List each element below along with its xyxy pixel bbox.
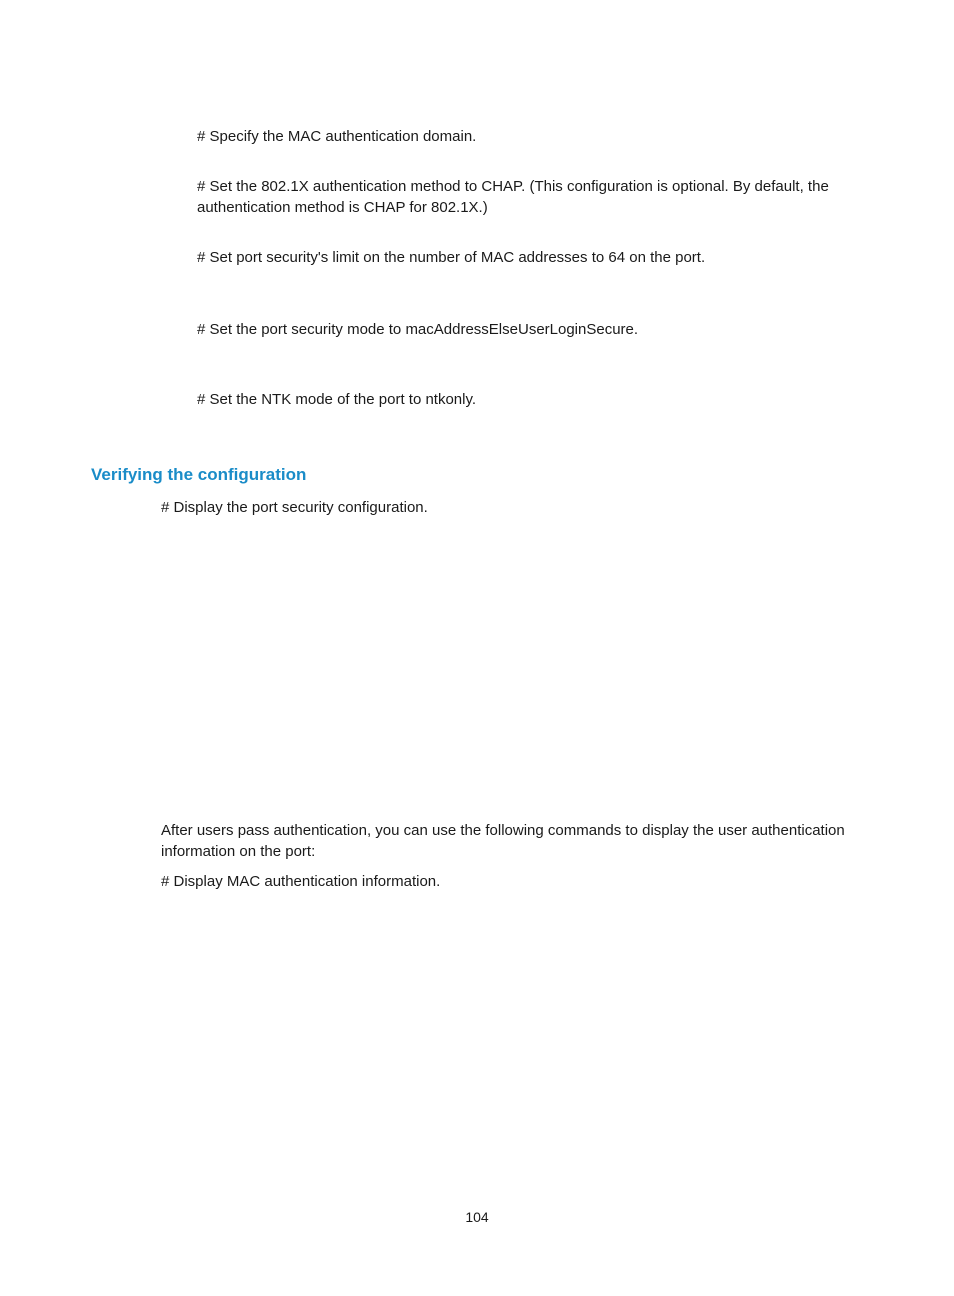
step-specify-mac-domain: # Specify the MAC authentication domain. xyxy=(197,128,477,145)
step-display-port-security: # Display the port security configuration. xyxy=(161,499,428,516)
step-set-mac-limit: # Set port security's limit on the number of MAC addresses to 64 on the port. xyxy=(197,249,706,266)
page-number: 104 xyxy=(465,1209,489,1225)
section-heading: Verifying the configuration xyxy=(91,465,307,484)
paragraph-after-authentication: After users pass authentication, you can use the following commands to display the user authentication information on the port: xyxy=(161,822,845,860)
step-display-mac-auth: # Display MAC authentication information. xyxy=(161,873,441,890)
step-set-port-security-mode: # Set the port security mode to macAddressElseUserLoginSecure. xyxy=(197,321,639,338)
step-set-chap-method: # Set the 802.1X authentication method to CHAP. (This configuration is optional. By default, the authentication method is CHAP for 802.1X.) xyxy=(197,178,829,216)
step-set-ntk-mode: # Set the NTK mode of the port to ntkonly. xyxy=(197,391,477,408)
